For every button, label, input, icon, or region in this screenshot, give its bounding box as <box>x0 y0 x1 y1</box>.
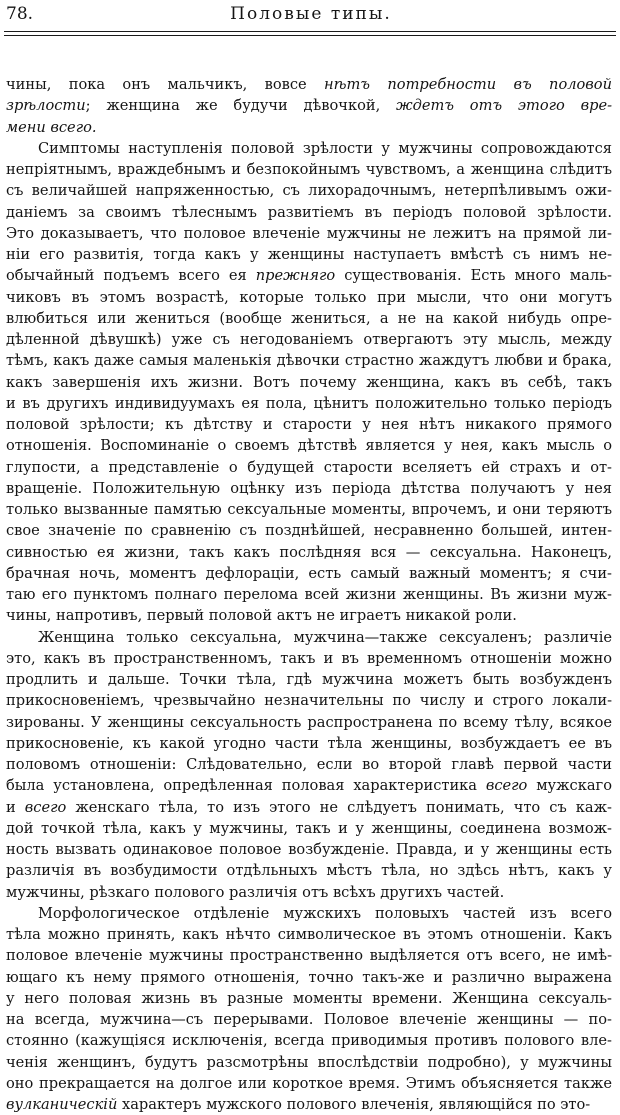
emphasized-text: нѣтъ потребности въ половой <box>323 76 612 93</box>
text-segment: съ величайшей напряженностью, съ лихорадочнымъ, нетерпѣливымъ ожи- <box>6 182 612 200</box>
text-line <box>6 818 612 839</box>
text-line <box>6 584 612 605</box>
emphasized-text: мени всего. <box>6 118 97 136</box>
text-segment: ющаго къ нему прямого отношенія, точно такъ-же и различно выражена <box>6 968 612 986</box>
text-line <box>6 860 612 881</box>
text-line <box>6 690 612 711</box>
text-segment: половой зрѣлости; къ дѣтству и старости у нея нѣтъ никакого прямого <box>6 416 612 433</box>
text-line <box>6 308 612 329</box>
text-line <box>6 627 612 648</box>
emphasized-text: зрѣлости <box>6 97 86 115</box>
text-line <box>6 223 612 244</box>
text-line <box>6 287 612 308</box>
text-line <box>6 180 612 201</box>
text-line <box>6 372 612 393</box>
text-segment: влюбиться или жениться (вообще жениться, а не на какой нибудь опре- <box>6 309 612 327</box>
text-line <box>6 882 612 903</box>
text-line <box>6 350 612 371</box>
text-segment: дой точкой тѣла, какъ у мужчины, такъ и у женщины, соединена возмож- <box>6 819 612 837</box>
text-line <box>6 967 612 988</box>
text-segment: отношенія. Воспоминаніе о своемъ дѣтствѣ является у нея, какъ мысль о <box>6 437 612 455</box>
text-line <box>6 945 612 966</box>
text-segment: была установлена, опредѣленная половая характеристика <box>6 777 486 795</box>
text-line <box>6 924 612 945</box>
text-line <box>6 1009 612 1030</box>
emphasized-text: ждетъ отъ этого вре- <box>395 97 613 115</box>
text-segment: обычайный подъемъ всего ея <box>6 267 256 285</box>
text-line <box>6 797 612 818</box>
text-segment: таю его пунктомъ полнаго перелома всей жизни женщины. Въ жизни муж- <box>6 586 612 603</box>
text-segment: Женщина только сексуальна, мужчина—также сексуаленъ; различіе <box>38 628 612 646</box>
text-segment: у него половая жизнь въ разные моменты времени. Женщина сексуаль- <box>6 989 612 1007</box>
text-line <box>6 988 612 1009</box>
emphasized-text: всего <box>485 777 528 795</box>
paragraph <box>6 138 612 627</box>
text-line <box>6 478 612 499</box>
header-rule-bottom <box>4 35 616 36</box>
text-segment: тѣмъ, какъ даже самыя маленькія дѣвочки страстно жаждутъ любви и брака, <box>6 352 612 370</box>
text-segment: Симптомы наступленія половой зрѣлости у мужчины сопровождаются <box>38 139 612 157</box>
text-line <box>6 95 612 116</box>
text-segment: ніи его развитія, тогда какъ у женщины наступаетъ вмѣстѣ съ нимъ не- <box>6 246 612 263</box>
text-line <box>6 499 612 520</box>
text-segment: только вызванные памятью сексуальные моменты, впрочемъ, и они теряютъ <box>6 501 612 518</box>
text-segment: характеръ мужского полового влеченія, являющійся по это- <box>117 1096 591 1113</box>
header-rule-top <box>4 31 616 32</box>
text-line <box>6 1094 612 1115</box>
text-line <box>6 265 612 286</box>
text-segment: мужчины, рѣзкаго полового различія отъ всѣхъ другихъ частей. <box>6 883 505 901</box>
emphasized-text: вулканическій <box>6 1096 118 1113</box>
text-segment: брачная ночь, моментъ дефлораціи, есть самый важный моментъ; я счи- <box>6 564 612 582</box>
text-segment: сивностью ея жизни, такъ какъ послѣдняя вся — сексуальна. Наконецъ, <box>6 543 612 561</box>
text-segment: глупости, а представленіе о будущей старости вселяетъ ей страхъ и от- <box>6 458 612 476</box>
text-segment: женскаго тѣла, то изъ этого не слѣдуетъ понимать, что съ каж- <box>66 798 612 816</box>
paragraph <box>6 74 612 138</box>
emphasized-text: прежняго <box>255 267 336 285</box>
text-line <box>6 712 612 733</box>
text-segment: ; женщина же будучи дѣвочкой, <box>85 97 396 115</box>
text-segment: существованія. Есть много маль- <box>335 267 612 285</box>
text-segment: продлить и дальше. Точки тѣла, гдѣ мужчина можетъ быть возбужденъ <box>6 671 612 688</box>
text-segment: ченія женщинъ, будутъ разсмотрѣны впослѣдствіи подробно), у мужчины <box>6 1053 612 1071</box>
text-segment: даніемъ за своимъ тѣлеснымъ развитіемъ въ періодъ половой зрѣлости. <box>6 203 612 221</box>
body-text <box>6 74 612 1115</box>
text-segment: свое значеніе по сравненію съ позднѣйшей, несравненно большей, интен- <box>6 522 612 540</box>
text-segment: ность вызвать одинаковое половое возбужденіе. Правда, и у женщины есть <box>6 841 612 858</box>
text-line <box>6 520 612 541</box>
text-segment: зированы. У женщины сексуальность распространена по всему тѣлу, всякое <box>6 713 612 731</box>
text-line <box>6 1073 612 1094</box>
text-line <box>6 244 612 265</box>
text-line <box>6 1052 612 1073</box>
text-segment: чиковъ въ этомъ возрастѣ, которые только при мысли, что они могутъ <box>6 288 612 306</box>
text-line <box>6 117 612 138</box>
text-segment: чины, напротивъ, первый половой актъ не играетъ никакой роли. <box>6 607 517 625</box>
text-segment: оно прекращается на долгое или короткое время. Этимъ объясняется также <box>6 1074 612 1092</box>
paragraph <box>6 903 612 1115</box>
text-line <box>6 457 612 478</box>
text-segment: на всегда, мужчина—съ перерывами. Половое влеченіе женщины — по- <box>6 1011 612 1028</box>
text-line <box>6 563 612 584</box>
text-line <box>6 839 612 860</box>
text-segment: прикосновеніе, къ какой угодно части тѣла женщины, возбуждаетъ ее въ <box>6 734 612 752</box>
text-line <box>6 202 612 223</box>
text-segment: и <box>6 798 25 816</box>
text-segment: Морфологическое отдѣленіе мужскихъ половыхъ частей изъ всего <box>38 904 612 922</box>
text-segment: различія въ возбудимости отдѣльныхъ мѣстъ тѣла, но здѣсь нѣтъ, какъ у <box>6 862 612 880</box>
text-segment: вращеніе. Положительную оцѣнку изъ періода дѣтства получаютъ у нея <box>6 479 612 497</box>
text-line <box>6 1030 612 1051</box>
text-line <box>6 733 612 754</box>
text-segment: чины, пока онъ мальчикъ, вовсе <box>6 76 324 93</box>
text-segment: тѣла можно принять, какъ нѣчто символическое въ этомъ отношеніи. Какъ <box>6 926 612 943</box>
text-line <box>6 393 612 414</box>
text-segment: прикосновеніемъ, чрезвычайно незначительны по числу и строго локали- <box>6 692 612 710</box>
text-line <box>6 903 612 924</box>
text-line <box>6 329 612 350</box>
text-segment: непріятнымъ, враждебнымъ и безпокойнымъ чувствомъ, а женщина слѣдитъ <box>6 161 612 178</box>
paragraph <box>6 627 612 903</box>
running-title: Половые типы. <box>230 4 392 24</box>
text-line <box>6 159 612 180</box>
text-line <box>6 775 612 796</box>
text-segment: половомъ отношеніи: Слѣдовательно, если во второй главѣ первой части <box>6 756 612 773</box>
text-line <box>6 435 612 456</box>
text-segment: дѣленной дѣвушкѣ) уже съ негодованіемъ отвергаютъ эту мысль, между <box>6 331 612 348</box>
text-segment: и въ другихъ индивидуумахъ ея пола, цѣнитъ положительно только періодъ <box>6 394 612 412</box>
text-segment: Это доказываетъ, что половое влеченіе мужчины не лежитъ на прямой ли- <box>6 224 612 242</box>
page-header <box>6 4 616 30</box>
text-line <box>6 754 612 775</box>
page-number: 78. <box>6 4 34 24</box>
emphasized-text: всего <box>24 798 67 816</box>
text-line <box>6 542 612 563</box>
text-line <box>6 138 612 159</box>
text-line <box>6 648 612 669</box>
text-line <box>6 669 612 690</box>
text-line <box>6 605 612 626</box>
text-line <box>6 414 612 435</box>
text-line <box>6 74 612 95</box>
text-segment: половое влеченіе мужчины пространственно выдѣляется отъ всего, не имѣ- <box>6 947 612 965</box>
text-segment: стоянно (кажущіяся исключенія, всегда приводимыя противъ полового вле- <box>6 1032 612 1050</box>
text-segment: какъ завершенія ихъ жизни. Вотъ почему женщина, какъ въ себѣ, такъ <box>6 373 612 391</box>
text-segment: мужскаго <box>527 777 612 795</box>
text-segment: это, какъ въ пространственномъ, такъ и въ временномъ отношеніи можно <box>6 649 612 667</box>
